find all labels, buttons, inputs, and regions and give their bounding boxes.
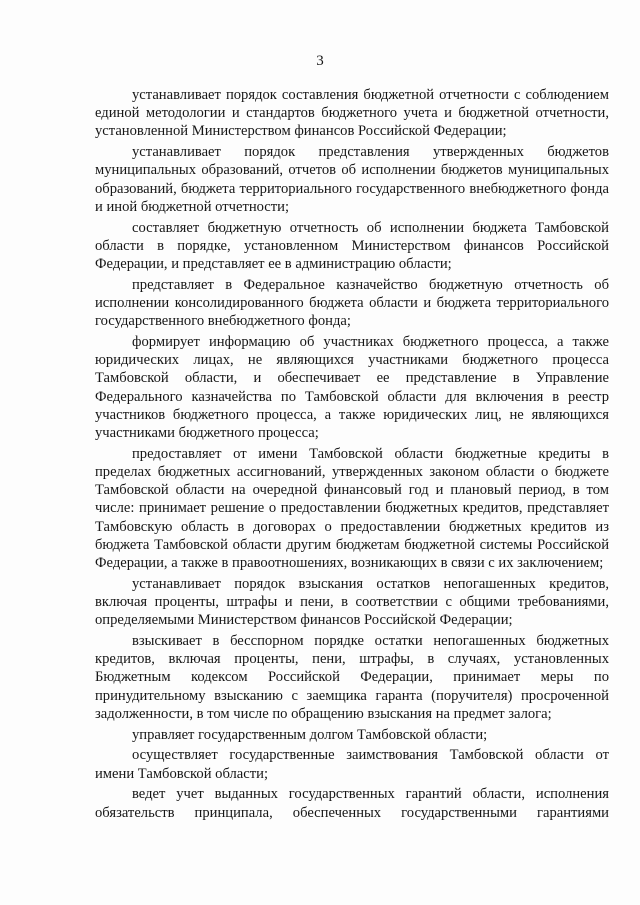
paragraph-recovery-procedure: устанавливает порядок взыскания остатков непогашенных кредитов, включая проценты, штрафы и пени, в соответствии с общими требованиями, определяемыми Министерством финансов Российской Федерации; [95, 575, 609, 629]
paragraph-budget-credits: предоставляет от имени Тамбовской области бюджетные кредиты в пределах бюджетных ассигнований, утвержденных законом области о бюджете Тамбовской области на очередной финансовый год и плановый период, в том числе: принимает решение о предоставлении бюджетных кредитов, представляет Тамбовскую область в договорах о предоставлении бюджетных кредитов из бюджета Тамбовской области другим бюджетам бюджетной системы Российской Федерации, а также в правоотношениях, возникающих в связи с их заключением; [95, 445, 609, 572]
paragraph-regional-reporting: составляет бюджетную отчетность об исполнении бюджета Тамбовской области в порядке, установленном Министерством финансов Российской Федерации, и представляет ее в администрацию области; [95, 219, 609, 273]
paragraph-state-borrowing: осуществляет государственные заимствования Тамбовской области от имени Тамбовской области; [95, 747, 609, 782]
paragraph-participants-registry: формирует информацию об участниках бюджетного процесса, а также юридических лицах, не являющихся участниками бюджетного процесса Тамбовской области, и обеспечивает ее представление в Управление Федерального казначейства по Тамбовской области для включения в реестр участников бюджетного процесса, а также юридических лиц, не являющихся участниками бюджетного процесса; [95, 334, 609, 442]
paragraph-undisputed-recovery: взыскивает в бесспорном порядке остатки непогашенных бюджетных кредитов, включая проценты, пени, штрафы, в случаях, установленных Бюджетным кодексом Российской Федерации, принимает меры по принудительному взысканию с заемщика гаранта (поручителя) просроченной задолженности, в том числе по обращению взыскания на предмет залога; [95, 633, 609, 722]
document-body [95, 86, 609, 824]
paragraph-municipal-budgets-submission: устанавливает порядок представления утвержденных бюджетов муниципальных образований, отчетов об исполнении бюджетов муниципальных образований, бюджета территориального государственного внебюджетного фонда и иной бюджетной отчетности; [95, 144, 609, 215]
paragraph-debt-management: управляет государственным долгом Тамбовской области; [132, 726, 488, 743]
paragraph-guarantees-accounting: ведет учет выданных государственных гарантий области, исполнения обязательств принципала, обеспеченных государственными гарантиями [95, 786, 609, 821]
paragraph-reporting-procedure: устанавливает порядок составления бюджетной отчетности с соблюдением единой методологии и стандартов бюджетного учета и бюджетной отчетности, установленной Министерством финансов Российской Федерации; [95, 87, 609, 140]
paragraph-federal-treasury-reporting: представляет в Федеральное казначейство бюджетную отчетность об исполнении консолидированного бюджета области и бюджета территориального государственного внебюджетного фонда; [95, 276, 609, 330]
page-number: 3 [316, 53, 324, 69]
